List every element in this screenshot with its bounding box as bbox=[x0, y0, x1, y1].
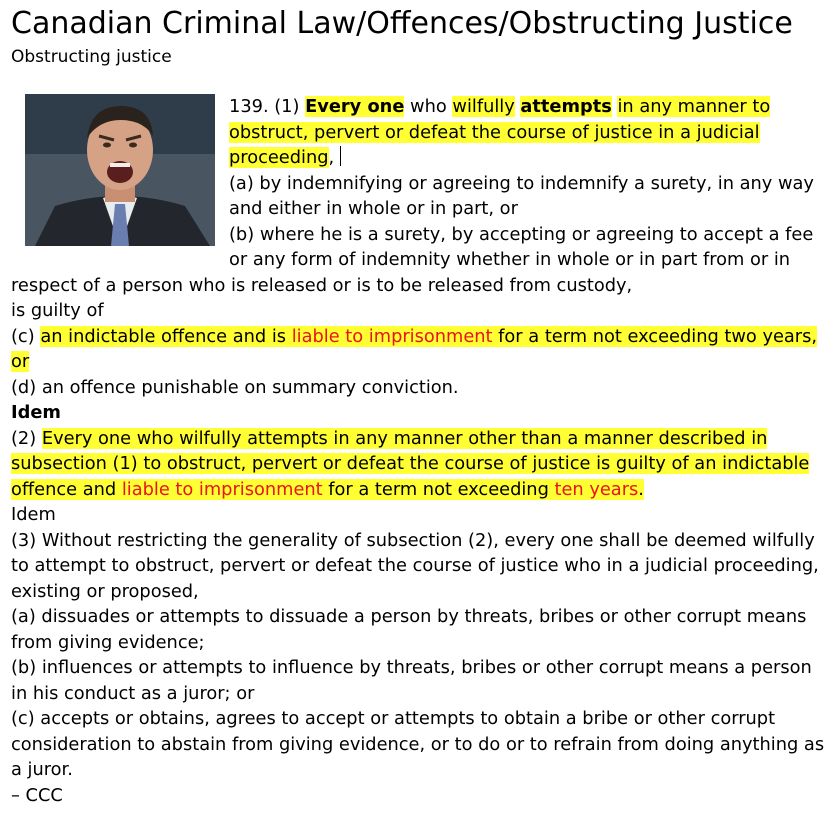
subsection-3-intro: (3) Without restricting the generality of subsection (2), every one shall be deemed wilfully to attempt to obstruct, pervert or defeat the course of justice who in a judicial proceeding, existing or proposed, bbox=[11, 529, 819, 602]
subsection-2: (2) Every one who wilfully attempts in any manner other than a manner described in subsection (1) to obstruct, pervert or defeat the course of justice is guilty of an indictable offence and liable to imprisonment for a term not exceeding ten years. bbox=[11, 427, 810, 500]
page-title: Canadian Criminal Law/Offences/Obstructing Justice bbox=[11, 6, 793, 41]
subsection-1-paragraph-d: (d) an offence punishable on summary conviction. bbox=[11, 376, 459, 398]
idem-heading-bold: Idem bbox=[11, 402, 61, 423]
subsection-3-paragraph-a: (a) dissuades or attempts to dissuade a person by threats, bribes or other corrupt means from giving evidence; bbox=[11, 606, 807, 653]
subsection-1-intro: 139. (1) Every one who wilfully attempts in any manner to obstruct, pervert or defeat the course of justice in a judicial proceeding, bbox=[229, 96, 771, 168]
source-attribution: – CCC bbox=[11, 784, 63, 806]
subsection-1-paragraph-a: (a) by indemnifying or agreeing to indemnify a surety, in any way and either in whole or in part, or bbox=[229, 172, 814, 219]
subsection-1-guilty: is guilty of bbox=[11, 300, 104, 321]
text-cursor bbox=[340, 146, 341, 166]
subsection-1-paragraph-b: (b) where he is a surety, by accepting or agreeing to accept a fee or any form of indemnity whether in whole or in part from or in respect of a person who is released or is to be released from custody, bbox=[11, 223, 814, 296]
image-float-spacer bbox=[11, 94, 229, 248]
statute-text bbox=[11, 94, 826, 808]
subsection-3-paragraph-c: (c) accepts or obtains, agrees to accept or attempts to obtain a bribe or other corrupt consideration to abstain from giving evidence, or to do or to refrain from doing anything as a juror. bbox=[11, 708, 825, 780]
idem-heading: Idem bbox=[11, 504, 56, 525]
subsection-3-paragraph-b: (b) influences or attempts to influence by threats, bribes or other corrupt means a person in his conduct as a juror; or bbox=[11, 657, 812, 704]
subsection-1-paragraph-c: (c) an indictable offence and is liable to imprisonment for a term not exceeding two years, or bbox=[11, 325, 818, 372]
page-subtitle: Obstructing justice bbox=[11, 47, 172, 67]
